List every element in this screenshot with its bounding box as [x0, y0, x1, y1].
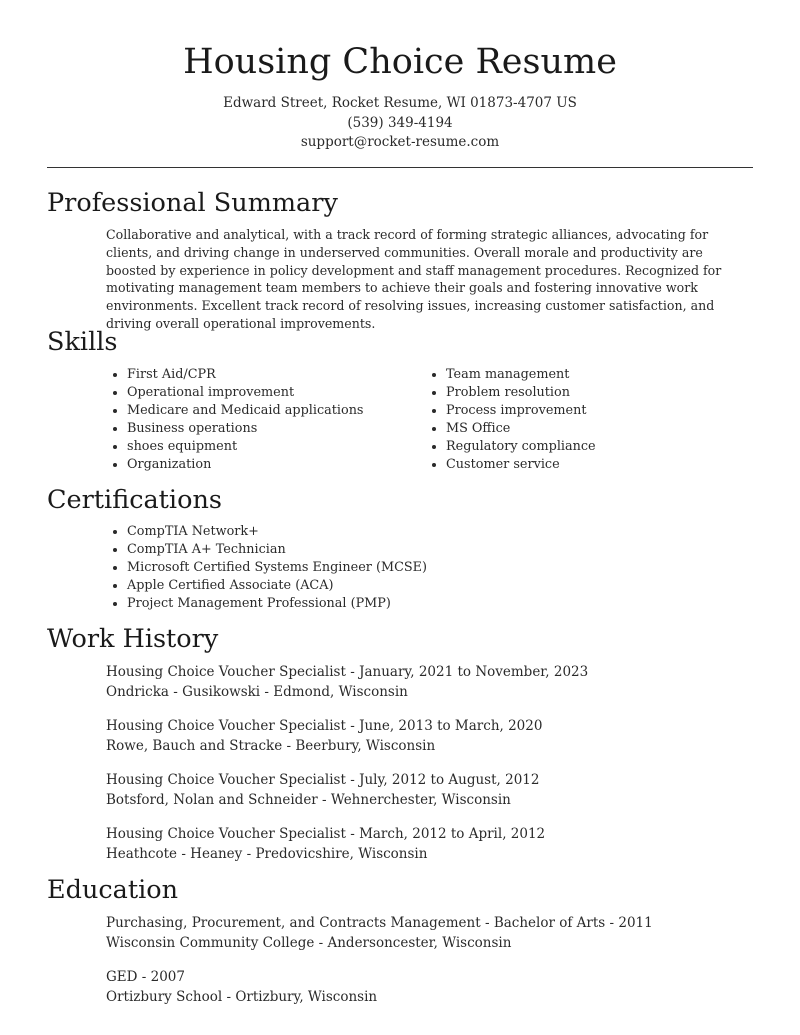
education-heading: Education	[47, 875, 179, 905]
skill-item: • MS Office	[446, 420, 596, 438]
education-entry: Purchasing, Procurement, and Contracts Management - Bachelor of Arts - 2011 Wisconsin Community College - Andersoncester, Wisconsin	[106, 915, 653, 951]
skill-item: • Business operations	[127, 420, 364, 438]
job-company: Heathcote - Heaney	[106, 846, 243, 862]
job-location: Wehnerchester, Wisconsin	[330, 792, 511, 808]
job-company: Ondricka - Gusikowski	[106, 684, 261, 700]
job-dates: July, 2012 to August, 2012	[359, 772, 540, 788]
work-entry: Housing Choice Voucher Specialist - July, 2012 to August, 2012 Botsford, Nolan and Schneider - Wehnerchester, Wisconsin	[106, 772, 540, 808]
skills-list-left	[106, 366, 364, 473]
certifications-list	[106, 523, 427, 613]
education-degree: Purchasing, Procurement, and Contracts Management - Bachelor of Arts	[106, 915, 606, 931]
skill-item: • Regulatory compliance	[446, 438, 596, 456]
certifications-heading: Certifications	[47, 485, 222, 515]
work-entry: Housing Choice Voucher Specialist - June, 2013 to March, 2020 Rowe, Bauch and Stracke - Beerbury, Wisconsin	[106, 718, 543, 754]
skill-item: • Organization	[127, 456, 364, 474]
education-year: 2007	[150, 969, 185, 985]
certification-item: • Project Management Professional (PMP)	[127, 595, 427, 613]
skill-item: • First Aid/CPR	[127, 366, 364, 384]
resume-header	[0, 0, 800, 153]
job-location: Beerbury, Wisconsin	[295, 738, 436, 754]
skills-heading: Skills	[47, 327, 118, 357]
certification-item: • CompTIA A+ Technician	[127, 541, 427, 559]
work-history-heading: Work History	[47, 624, 219, 654]
summary-heading: Professional Summary	[47, 188, 338, 218]
resume-name: Housing Choice Resume	[183, 42, 617, 82]
contact-phone: (539) 349-4194	[347, 114, 453, 131]
education-location: Ortizbury, Wisconsin	[235, 989, 378, 1005]
education-school: Ortizbury School	[106, 989, 223, 1005]
education-entry: GED - 2007 Ortizbury School - Ortizbury, Wisconsin	[106, 969, 378, 1005]
skill-item: • Customer service	[446, 456, 596, 474]
contact-block	[0, 94, 800, 153]
certification-item: • Microsoft Certified Systems Engineer (MCSE)	[127, 559, 427, 577]
skill-item: • Problem resolution	[446, 384, 596, 402]
skill-item: • Medicare and Medicaid applications	[127, 402, 364, 420]
header-divider	[47, 167, 753, 168]
job-location: Predovicshire, Wisconsin	[255, 846, 428, 862]
education-location: Andersoncester, Wisconsin	[327, 935, 512, 951]
certification-item: • Apple Certified Associate (ACA)	[127, 577, 427, 595]
skill-item: • Team management	[446, 366, 596, 384]
job-role: Housing Choice Voucher Specialist	[106, 718, 346, 734]
job-dates: January, 2021 to November, 2023	[359, 664, 589, 680]
job-dates: March, 2012 to April, 2012	[359, 826, 546, 842]
skill-item: • Operational improvement	[127, 384, 364, 402]
skill-item: • shoes equipment	[127, 438, 364, 456]
work-entry: Housing Choice Voucher Specialist - March, 2012 to April, 2012 Heathcote - Heaney - Predovicshire, Wisconsin	[106, 826, 546, 862]
summary-text: Collaborative and analytical, with a track record of forming strategic alliances, advocating for clients, and driving change in underserved communities. Overall morale and productivity are boosted by experience in policy development and staff management procedures. Recognized for motivating management team members to achieve their goals and fostering innovative work environments. Excellent track record of resolving issues, increasing customer satisfaction, and driving overall operational improvements.	[106, 227, 722, 331]
certification-item: • CompTIA Network+	[127, 523, 427, 541]
job-role: Housing Choice Voucher Specialist	[106, 664, 346, 680]
job-company: Botsford, Nolan and Schneider	[106, 792, 318, 808]
job-role: Housing Choice Voucher Specialist	[106, 826, 346, 842]
job-location: Edmond, Wisconsin	[273, 684, 408, 700]
contact-address: Edward Street, Rocket Resume, WI 01873-4707 US	[223, 95, 577, 111]
education-school: Wisconsin Community College	[106, 935, 315, 951]
skills-list-right	[425, 366, 596, 473]
education-degree: GED	[106, 969, 138, 985]
education-year: 2011	[618, 915, 653, 931]
job-dates: June, 2013 to March, 2020	[359, 718, 543, 734]
contact-email[interactable]: support@rocket-resume.com	[300, 134, 500, 150]
job-role: Housing Choice Voucher Specialist	[106, 772, 346, 788]
skill-item: • Process improvement	[446, 402, 596, 420]
work-entry: Housing Choice Voucher Specialist - January, 2021 to November, 2023 Ondricka - Gusikowski - Edmond, Wisconsin	[106, 664, 589, 700]
job-company: Rowe, Bauch and Stracke	[106, 738, 283, 754]
